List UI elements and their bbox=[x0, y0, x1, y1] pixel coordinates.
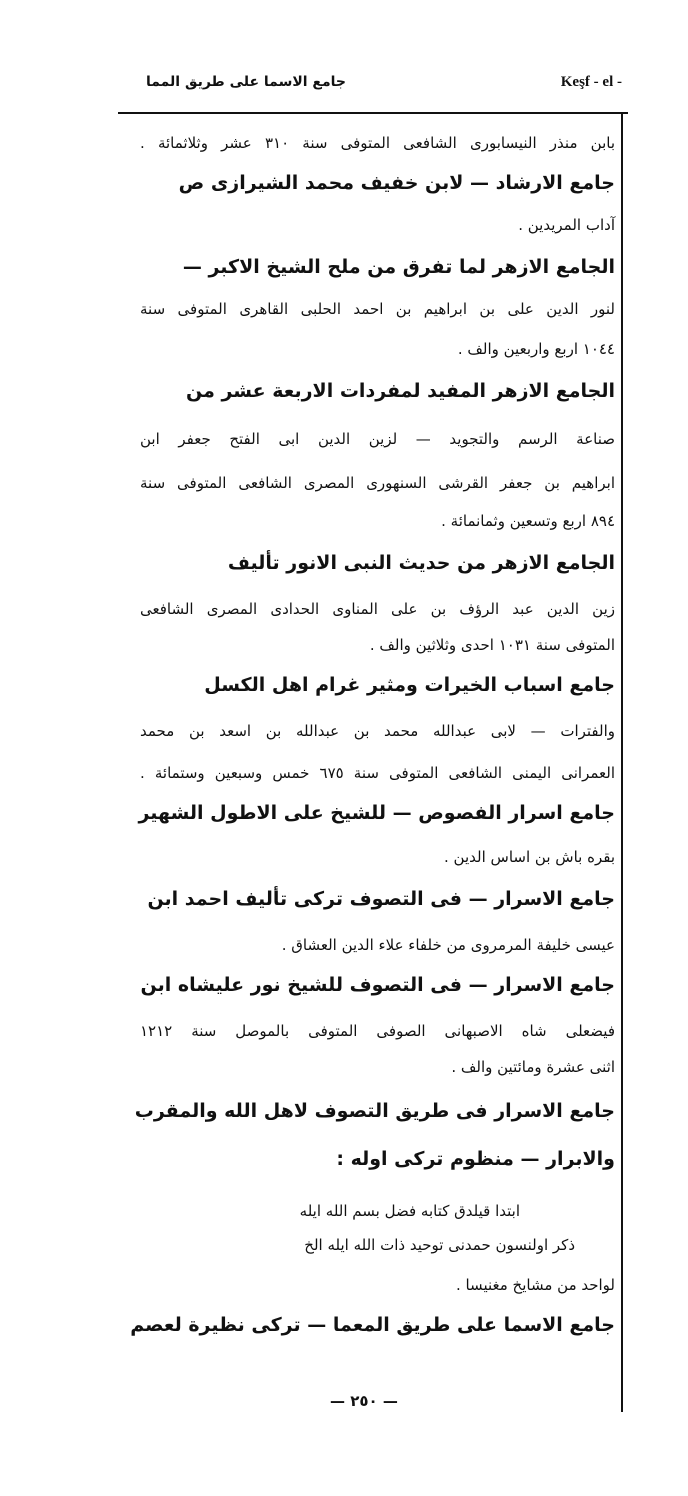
running-header bbox=[118, 70, 628, 104]
text-line: العمرانى اليمنى الشافعى المتوفى سنة ٦٧٥ خمس وسبعين وستمائة . bbox=[140, 764, 615, 782]
entry-heading: جامع الاسرار فى طريق التصوف لاهل الله والمقرب bbox=[134, 1100, 615, 1122]
entry-heading: والابرار — منظوم تركى اوله : bbox=[336, 1148, 615, 1170]
text-line: عيسى خليفة المرمروى من خلفاء علاء الدين العشاق . bbox=[281, 936, 615, 954]
entry-heading: الجامع الازهر المفيد لمفردات الاربعة عشر من bbox=[186, 380, 615, 402]
text-line: صناعة الرسم والتجويد — لزين الدين ابى الفتح جعفر ابن bbox=[140, 430, 615, 448]
text-line: بابن منذر النيسابورى الشافعى المتوفى سنة ٣١٠ عشر وثلاثمائة . bbox=[140, 134, 616, 152]
text-line: لنور الدين على بن ابراهيم بن احمد الحلبى القاهرى المتوفى سنة bbox=[140, 300, 615, 318]
entry-heading: الجامع الازهر لما تفرق من ملح الشيخ الاكبر — bbox=[182, 256, 615, 278]
entry-heading: جامع الاسما على طريق المعما — تركى نظيرة لعصم bbox=[130, 1314, 615, 1336]
entry-heading: جامع الاسرار — فى التصوف للشيخ نور عليشاه ابن bbox=[140, 974, 615, 996]
text-line: اثنى عشرة ومائتين والف . bbox=[451, 1058, 615, 1076]
entry-heading: جامع الارشاد — لابن خفيف محمد الشيرازى ص bbox=[178, 172, 615, 194]
entry-heading: جامع اسرار الفصوص — للشيخ على الاطول الشهير bbox=[138, 802, 615, 824]
entry-heading: الجامع الازهر من حديث النبى الانور تأليف bbox=[227, 552, 615, 574]
text-line: ٨٩٤ اربع وتسعين وثمانمائة . bbox=[441, 512, 615, 530]
header-title-arabic: جامع الاسما على طريق المما bbox=[146, 74, 347, 90]
text-line: والفترات — لابى عبدالله محمد بن عبدالله بن اسعد بن محمد bbox=[140, 722, 615, 740]
text-line: آداب المريدين . bbox=[518, 216, 615, 234]
text-line: بقره باش بن اساس الدين . bbox=[444, 848, 615, 866]
margin-rule bbox=[621, 112, 623, 1412]
header-rule bbox=[118, 112, 628, 114]
text-line: لواحد من مشايخ مغنيسا . bbox=[455, 1276, 615, 1294]
entry-heading: جامع اسباب الخيرات ومثير غرام اهل الكسل bbox=[204, 674, 615, 696]
page-number: — ٢٥٠ — bbox=[330, 1392, 398, 1410]
verse-line: ذكر اولنسون حمدنى توحيد ذات الله ايله الخ bbox=[304, 1236, 575, 1254]
text-line: ابراهيم بن جعفر القرشى السنهورى المصرى الشافعى المتوفى سنة bbox=[140, 474, 615, 492]
text-line: زين الدين عبد الرؤف بن على المناوى الحدادى المصرى الشافعى bbox=[140, 600, 615, 618]
entry-heading: جامع الاسرار — فى التصوف تركى تأليف احمد ابن bbox=[147, 888, 615, 910]
header-title-latin: Keşf - el - bbox=[560, 74, 622, 90]
text-line: ١٠٤٤ اربع واربعين والف . bbox=[457, 340, 615, 358]
text-line: المتوفى سنة ١٠٣١ احدى وثلاثين والف . bbox=[369, 636, 615, 654]
verse-line: ابتدا قيلدق كتابه فضل بسم الله ايله bbox=[299, 1202, 520, 1220]
text-line: فيضعلى شاه الاصبهانى الصوفى المتوفى بالموصل سنة ١٢١٢ bbox=[140, 1022, 615, 1040]
